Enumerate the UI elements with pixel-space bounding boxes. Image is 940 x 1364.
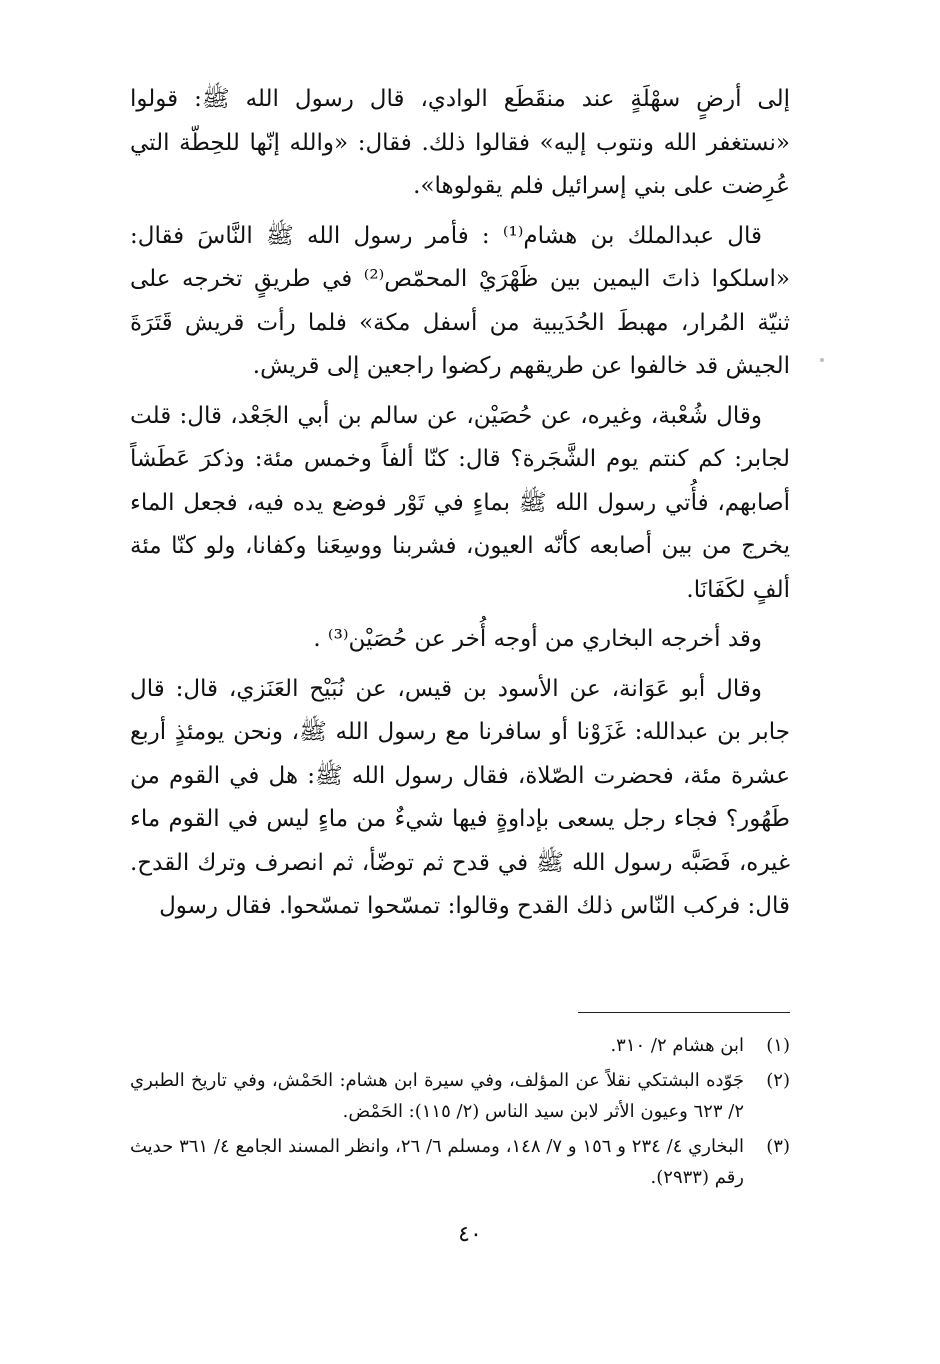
paragraph: إلى أرضٍ سهْلَةٍ عند منقَطَع الوادي، قال رسول الله ﷺ: قولوا «نستغفر الله ونتوب إليه» فقالوا ذلك. فقال: «والله إنّها للحِطّة التي عُرِضت على بني إسرائيل فلم يقولوها». — [130, 86, 790, 199]
footnote-text: البخاري ٤/ ٢٣٤ و ١٥٦ و ٧/ ١٤٨، ومسلم ٦/ ٢٦، وانظر المسند الجامع ٤/ ٣٦١ حديث رقم (٢٩٣٣). — [130, 1136, 744, 1188]
paragraph: وقال شُعْبة، وغيره، عن حُصَيْن، عن سالم بن أبي الجَعْد، قال: قلت لجابر: كم كنتم يوم الشَّجَرة؟ قال: كنّا ألفاً وخمس مئة: وذكرَ عَطَشاً أصابهم، فأُتي رسول الله ﷺ بماءٍ في تَوْر فوضع يده فيه، فجعل الماء يخرج من بين أصابعه كأنّه العيون، فشربنا ووسِعَنا وكفانا، ولو كنّا مئة ألفٍ لكَفَانَا. — [130, 402, 790, 603]
footnote — [130, 1131, 790, 1193]
footnote-number: (٢) — [766, 1070, 790, 1091]
footnote-number: (١) — [766, 1035, 790, 1056]
footnotes — [130, 1030, 790, 1197]
footnote — [130, 1030, 790, 1061]
footnote-text: جَوّده البشتكي نقلاً عن المؤلف، وفي سيرة ابن هشام: الحَمْش، وفي تاريخ الطبري ٢/ ٦٢٣ وعيون الأثر لابن سيد الناس (٢/ ١١٥): الحَمْض. — [130, 1070, 744, 1122]
main-text — [130, 78, 790, 929]
paragraph: وقد أخرجه البخاري من أوجه أُخر عن حُصَيْن⁽³⁾ . — [313, 626, 762, 652]
page-number: ٤٠ — [458, 1222, 482, 1247]
footnote-text: ابن هشام ٢/ ٣١٠. — [610, 1035, 744, 1056]
margin-mark — [820, 358, 824, 362]
paragraph: وقال أبو عَوَانة، عن الأسود بن قيس، عن نُبَيْح العَنَزي، قال: قال جابر بن عبدالله: غَزَوْنا أو سافرنا مع رسول الله ﷺ، ونحن يومئذٍ أربع عشرة مئة، فحضرت الصّلاة، فقال رسول الله ﷺ: هل في القوم من طَهُور؟ فجاء رجل يسعى بإداوةٍ فيها شيءٌ من ماءٍ ليس في القوم ماء غيره، فَصَبَّه رسول الله ﷺ في قدح ثم توضّأ، ثم انصرف وترك القدح. قال: فركب النّاس ذلك القدح وقالوا: تمسّحوا تمسّحوا. فقال رسول — [130, 675, 790, 919]
footnote-number: (٣) — [766, 1136, 790, 1157]
paragraph: قال عبدالملك بن هشام⁽¹⁾ : فأمر رسول الله ﷺ النَّاسَ فقال: «اسلكوا ذاتَ اليمين بين ظَهْرَيْ المحمّص⁽²⁾ في طريقٍ تخرجه على ثنيّة المُرار، مهبطَ الحُدَيبية من أسفل مكة» فلما رأت قريش قَتَرَةَ الجيش قد خالفوا عن طريقهم ركضوا راجعين إلى قريش. — [130, 222, 790, 379]
footnote — [130, 1065, 790, 1127]
footnote-divider — [578, 1012, 790, 1013]
